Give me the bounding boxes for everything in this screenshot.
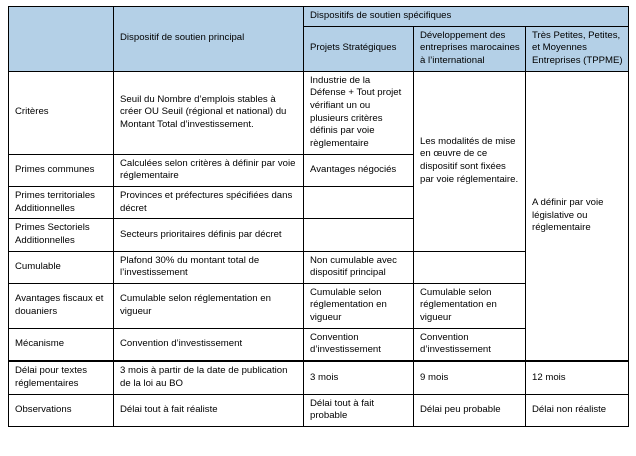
table-row <box>9 394 629 426</box>
row-label-primes-sectoriels: Primes Sectoriels Additionnelles <box>9 219 114 251</box>
cell-delai-tppme: 12 mois <box>526 361 629 394</box>
cell-observations-principal: Délai tout à fait réaliste <box>114 394 304 426</box>
cell-criteres-principal: Seuil du Nombre d’emplois stables à créer OU Seuil (régional et national) du Montant Total d’investissement. <box>114 71 304 154</box>
cell-observations-tppme: Délai non réaliste <box>526 394 629 426</box>
cell-mecanisme-developpement: Convention d’investissement <box>414 328 526 361</box>
cell-mecanisme-principal: Convention d’investissement <box>114 328 304 361</box>
row-label-mecanisme: Mécanisme <box>9 328 114 361</box>
row-label-observations: Observations <box>9 394 114 426</box>
cell-avantages-developpement: Cumulable selon réglementation en vigueur <box>414 283 526 328</box>
row-label-avantages-fiscaux: Avantages fiscaux et douaniers <box>9 283 114 328</box>
cell-primes-sectoriels-principal: Secteurs prioritaires définis par décret <box>114 219 304 251</box>
table-body <box>9 71 629 426</box>
header-specific-schemes-group: Dispositifs de soutien spécifiques <box>304 7 629 27</box>
table-header <box>9 7 629 72</box>
cell-primes-communes-principal: Calculées selon critères à définir par voie réglementaire <box>114 154 304 186</box>
header-tppme: Très Petites, Petites, et Moyennes Entreprises (TPPME) <box>526 26 629 71</box>
row-label-delai-textes: Délai pour textes réglementaires <box>9 361 114 394</box>
cell-observations-developpement: Délai peu probable <box>414 394 526 426</box>
header-corner-blank <box>9 7 114 72</box>
cell-primes-sectoriels-projets <box>304 219 414 251</box>
cell-cumulable-developpement <box>414 251 526 283</box>
cell-avantages-principal: Cumulable selon réglementation en vigueur <box>114 283 304 328</box>
support-schemes-comparison-table <box>8 6 629 427</box>
cell-primes-territoriales-projets <box>304 186 414 218</box>
cell-developpement-modalites: Les modalités de mise en œuvre de ce dispositif sont fixées par voie réglementaire. <box>414 71 526 251</box>
cell-delai-principal: 3 mois à partir de la date de publication de la loi au BO <box>114 361 304 394</box>
cell-primes-territoriales-principal: Provinces et préfectures spécifiées dans décret <box>114 186 304 218</box>
cell-tppme-a-definir: A définir par voie législative ou réglementaire <box>526 71 629 361</box>
cell-primes-communes-projets: Avantages négociés <box>304 154 414 186</box>
table-row <box>9 71 629 154</box>
cell-avantages-projets: Cumulable selon réglementation en vigueur <box>304 283 414 328</box>
header-projets-strategiques: Projets Stratégiques <box>304 26 414 71</box>
table-row <box>9 361 629 394</box>
cell-mecanisme-projets: Convention d’investissement <box>304 328 414 361</box>
cell-cumulable-projets: Non cumulable avec dispositif principal <box>304 251 414 283</box>
header-main-scheme: Dispositif de soutien principal <box>114 7 304 72</box>
cell-cumulable-principal: Plafond 30% du montant total de l’investissement <box>114 251 304 283</box>
header-row-group <box>9 7 629 27</box>
row-label-criteres: Critères <box>9 71 114 154</box>
cell-observations-projets: Délai tout à fait probable <box>304 394 414 426</box>
row-label-primes-communes: Primes communes <box>9 154 114 186</box>
header-developpement-international: Développement des entreprises marocaines à l’international <box>414 26 526 71</box>
cell-delai-projets: 3 mois <box>304 361 414 394</box>
cell-criteres-projets: Industrie de la Défense + Tout projet vérifiant un ou plusieurs critères définis par voie règlementaire <box>304 71 414 154</box>
cell-delai-developpement: 9 mois <box>414 361 526 394</box>
row-label-cumulable: Cumulable <box>9 251 114 283</box>
row-label-primes-territoriales: Primes territoriales Additionnelles <box>9 186 114 218</box>
